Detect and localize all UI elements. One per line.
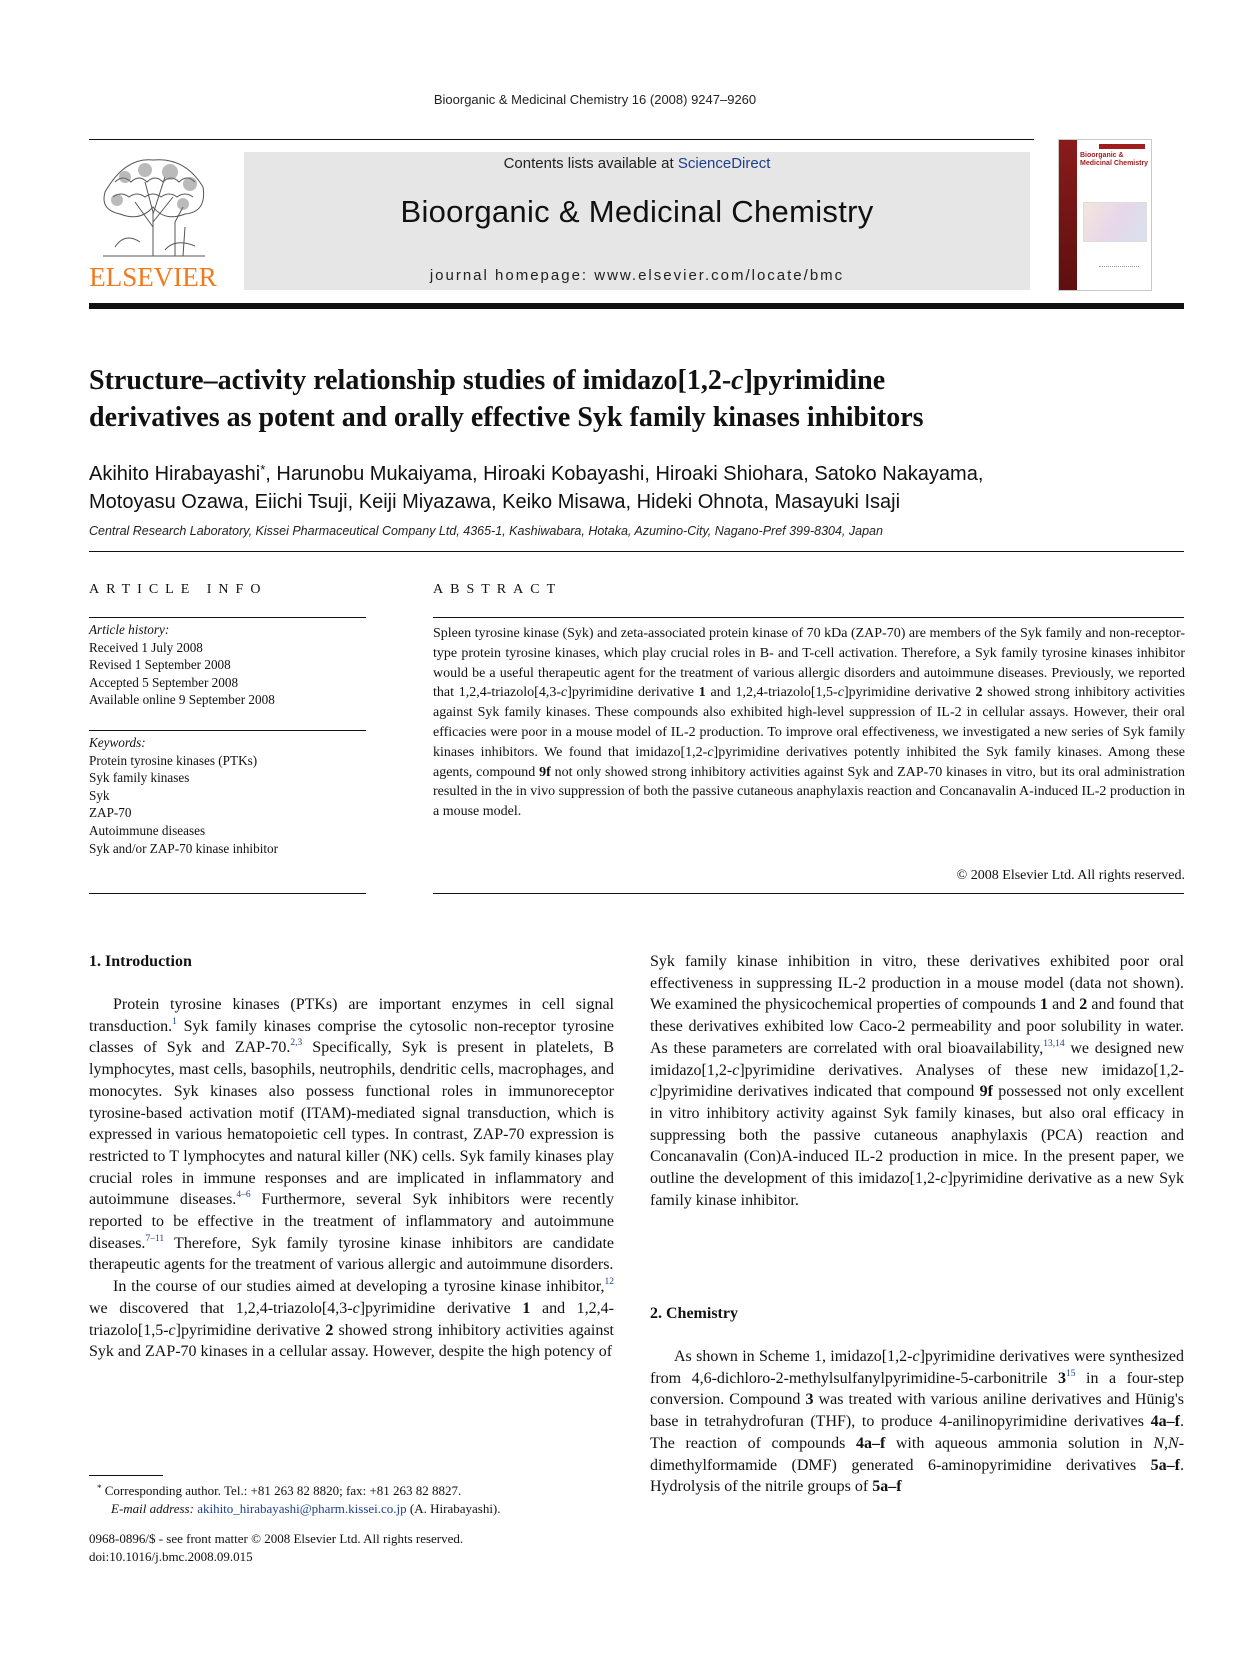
citation-link[interactable]: 13,14 (1043, 1038, 1065, 1049)
citation-link[interactable]: 2,3 (290, 1038, 303, 1049)
article-info-label: ARTICLE INFO (89, 582, 268, 597)
footnote: * Corresponding author. Tel.: +81 263 82 8820; fax: +81 263 82 8827. E-mail address: akihito_hirabayashi@pharm.kissei.co.jp (A. Hirabayashi). (97, 1483, 501, 1516)
keyword: Syk and/or ZAP-70 kinase inhibitor (89, 840, 279, 856)
article-history (89, 621, 369, 709)
cover-title: Bioorganic & Medicinal Chemistry (1080, 152, 1149, 167)
elsevier-logo[interactable] (89, 152, 217, 292)
keywords-rule (89, 730, 366, 731)
abstract-rule (433, 617, 1184, 618)
email-label: E-mail address: (111, 1501, 194, 1516)
history-accepted: Accepted 5 September 2008 (89, 674, 239, 690)
keywords-label: Keywords: (89, 735, 146, 750)
elsevier-wordmark: ELSEVIER (89, 262, 217, 292)
email-link[interactable]: akihito_hirabayashi@pharm.kissei.co.jp (197, 1501, 407, 1516)
header-rule (89, 139, 1034, 140)
citation-link[interactable]: 15 (1066, 1368, 1076, 1379)
footnote-star: * (97, 1483, 102, 1493)
abstract-label: ABSTRACT (433, 582, 563, 597)
footnote-rule (89, 1475, 163, 1476)
cover-footer (1099, 266, 1139, 279)
citation-link[interactable]: 7–11 (145, 1233, 165, 1244)
sciencedirect-link[interactable]: ScienceDirect (677, 155, 771, 172)
doi-link[interactable]: doi:10.1016/j.bmc.2008.09.015 (89, 1549, 253, 1564)
header-thick-rule (89, 303, 1184, 309)
journal-reference: Bioorganic & Medicinal Chemistry 16 (2008) 9247–9260 (433, 92, 757, 107)
abstract-text: Spleen tyrosine kinase (Syk) and zeta-associated protein kinase of 70 kDa (ZAP-70) are members of the Syk family and non-receptor-type protein tyrosine kinases, which play crucial roles in B- and T-cell activation. Therefore, a Syk family tyrosine kinases inhibitor would be a useful therapeutic agent for the treatment of various allergic disorders and autoimmune diseases. Previously, we reported that 1,2,4-triazolo[4,3-c]pyrimidine derivative 1 and 1,2,4-triazolo[1,5-c]pyrimidine derivative 2 showed strong inhibitory activities against Syk family kinases. These compounds also exhibited high-level suppression of IL-2 in cellular assays. However, their oral efficacies were poor in a mouse model of IL-2 production. To improve oral effectiveness, we investigated a new series of Syk family kinases inhibitors. We found that imidazo[1,2-c]pyrimidine derivatives potently inhibited the Syk family kinases. Among these agents, compound 9f not only showed strong inhibitory activities against Syk and ZAP-70 kinases in vitro, but its oral administration resulted in the in vivo suppression of both the passive cutaneous anaphylaxis reaction and Concanavalin A-induced IL-2 production in a mouse model. (433, 626, 1185, 820)
intro-paragraph-2: In the course of our studies aimed at developing a tyrosine kinase inhibitor,$^{12}$ we discovered that 1,2,4-triazolo[4,3-c]pyrimidine derivative 1 and 1,2,4-triazolo[1,5-c]pyrimidine derivative 2 showed strong inhibitory activities against Syk and ZAP-70 kinases in a cellular assay. However, despite the high potency of (89, 1277, 614, 1361)
cover-spine (1059, 140, 1077, 290)
keywords (89, 734, 369, 857)
contents-prefix: Contents lists available at (503, 155, 678, 172)
citation-link[interactable]: 1 (172, 1016, 177, 1027)
intro-paragraph-continued: Syk family kinase inhibition in vitro, these derivatives exhibited poor oral effectiveness in suppressing IL-2 production in a mouse model (data not shown). We examined the physicochemical properties of compounds 1 and 2 and found that these derivatives exhibited low Caco-2 permeability and poor solubility in water. As these parameters are correlated with oral bioavailability,$^{13,14}$ we designed new imidazo[1,2-c]pyrimidine derivatives. Analyses of these new imidazo[1,2-c]pyrimidine derivatives indicated that compound 9f possessed not only excellent in vitro inhibitory activity against Syk family kinases, but also oral efficacy in suppressing both the passive cutaneous anaphylaxis (PCA) reaction and Concanavalin (Con)A-induced IL-2 production in mice. In the present paper, we outline the development of this imidazo[1,2-c]pyrimidine derivative as a new Syk family kinase inhibitor. (650, 953, 1185, 1209)
corresponding-author-note: Corresponding author. Tel.: +81 263 82 8820; fax: +81 263 82 8827. (101, 1483, 462, 1498)
chemistry-body (650, 1346, 1184, 1498)
article-info-bottom-rule (89, 893, 366, 894)
journal-homepage-link[interactable]: journal homepage: www.elsevier.com/locate/bmc (429, 267, 845, 284)
history-revised: Revised 1 September 2008 (89, 657, 231, 673)
journal-cover-thumbnail[interactable] (1058, 139, 1152, 291)
article-history-label: Article history: (89, 622, 170, 637)
keyword: ZAP-70 (89, 805, 132, 821)
corresponding-author: Akihito Hirabayashi (89, 463, 261, 485)
introduction-body (89, 994, 614, 1363)
journal-banner (244, 152, 1030, 290)
section-heading-introduction: 1. Introduction (89, 953, 192, 970)
citation-link[interactable]: 12 (604, 1277, 614, 1288)
chemistry-paragraph-1: As shown in Scheme 1, imidazo[1,2-c]pyrimidine derivatives were synthesized from 4,6-dichloro-2-methylsulfanylpyrimidine-5-carbonitrile $3^{15}$ in a four-step conversion. Compound 3 was treated with various aniline derivatives and Hünig's base in tetrahydrofuran (THF), to produce 4-anilinopyrimidine derivatives 4a–f. The reaction of compounds 4a–f with aqueous ammonia solution in N,N-dimethylformamide (DMF) generated 6-aminopyrimidine derivatives 5a–f. Hydrolysis of the nitrile groups of 5a–f (650, 1348, 1185, 1496)
keyword: Syk (89, 787, 110, 803)
abstract-bottom-rule (433, 893, 1184, 894)
author-list: Akihito Hirabayashi*, Harunobu Mukaiyama, Hiroaki Kobayashi, Hiroaki Shiohara, Satoko Nakayama, Motoyasu Ozawa, Eiichi Tsuji, Keiji Miyazawa, Keiko Misawa, Hideki Ohnota, Masayuki Isaji (89, 462, 984, 513)
corresponding-author-star[interactable]: * (260, 462, 266, 477)
affiliation: Central Research Laboratory, Kissei Pharmaceutical Company Ltd, 4365-1, Kashiwabara, Hotaka, Azumino-City, Nagano-Pref 399-8304, Japan (89, 524, 883, 538)
section-heading-chemistry: 2. Chemistry (650, 1305, 738, 1322)
keyword: Syk family kinases (89, 770, 190, 786)
elsevier-tree-icon (95, 152, 211, 257)
contents-line (244, 155, 1030, 172)
keyword: Autoimmune diseases (89, 822, 206, 838)
intro-paragraph-1: Protein tyrosine kinases (PTKs) are important enzymes in cell signal transduction.$^1$ Syk family kinases comprise the cytosolic non-receptor tyrosine classes of Syk and ZAP-70.$^{2,3}$ Specifically, Syk is present in platelets, B lymphocytes, mast cells, basophils, neutrophils, dendritic cells, macrophages, and monocytes. Syk kinases also possess functional roles in immunoreceptor tyrosine-based activation motif (ITAM)-mediated signal transduction, which is expressed in various hematopoietic cell types. In contrast, ZAP-70 expression is restricted to T lymphocytes and natural killer (NK) cells. Syk family kinases play crucial roles in immune responses and are implicated in inflammatory and autoimmune diseases.$^{4-6}$ Furthermore, several Syk inhibitors were recently reported to be effective in the treatment of inflammatory and autoimmune diseases.$^{7-11}$ Therefore, Syk family tyrosine kinase inhibitors are candidate therapeutic agents for the treatment of various allergic and autoimmune disorders. (89, 996, 615, 1274)
cover-image (1083, 202, 1147, 242)
history-online: Available online 9 September 2008 (89, 692, 275, 708)
issn-line: 0968-0896/$ - see front matter © 2008 Elsevier Ltd. All rights reserved. (89, 1531, 464, 1546)
right-column-body (650, 951, 1184, 1211)
history-received: Received 1 July 2008 (89, 639, 203, 655)
citation-link[interactable]: 4–6 (236, 1190, 251, 1201)
article-title: Structure–activity relationship studies of imidazo[1,2-c]pyrimidine derivatives as potent and orally effective Syk family kinases inhibitors (89, 365, 924, 433)
abstract-copyright: © 2008 Elsevier Ltd. All rights reserved. (956, 868, 1185, 883)
keyword: Protein tyrosine kinases (PTKs) (89, 752, 258, 768)
affiliation-rule (89, 551, 1184, 552)
journal-title: Bioorganic & Medicinal Chemistry (400, 194, 874, 229)
cover-topbar (1099, 144, 1145, 149)
article-info-rule (89, 617, 366, 618)
